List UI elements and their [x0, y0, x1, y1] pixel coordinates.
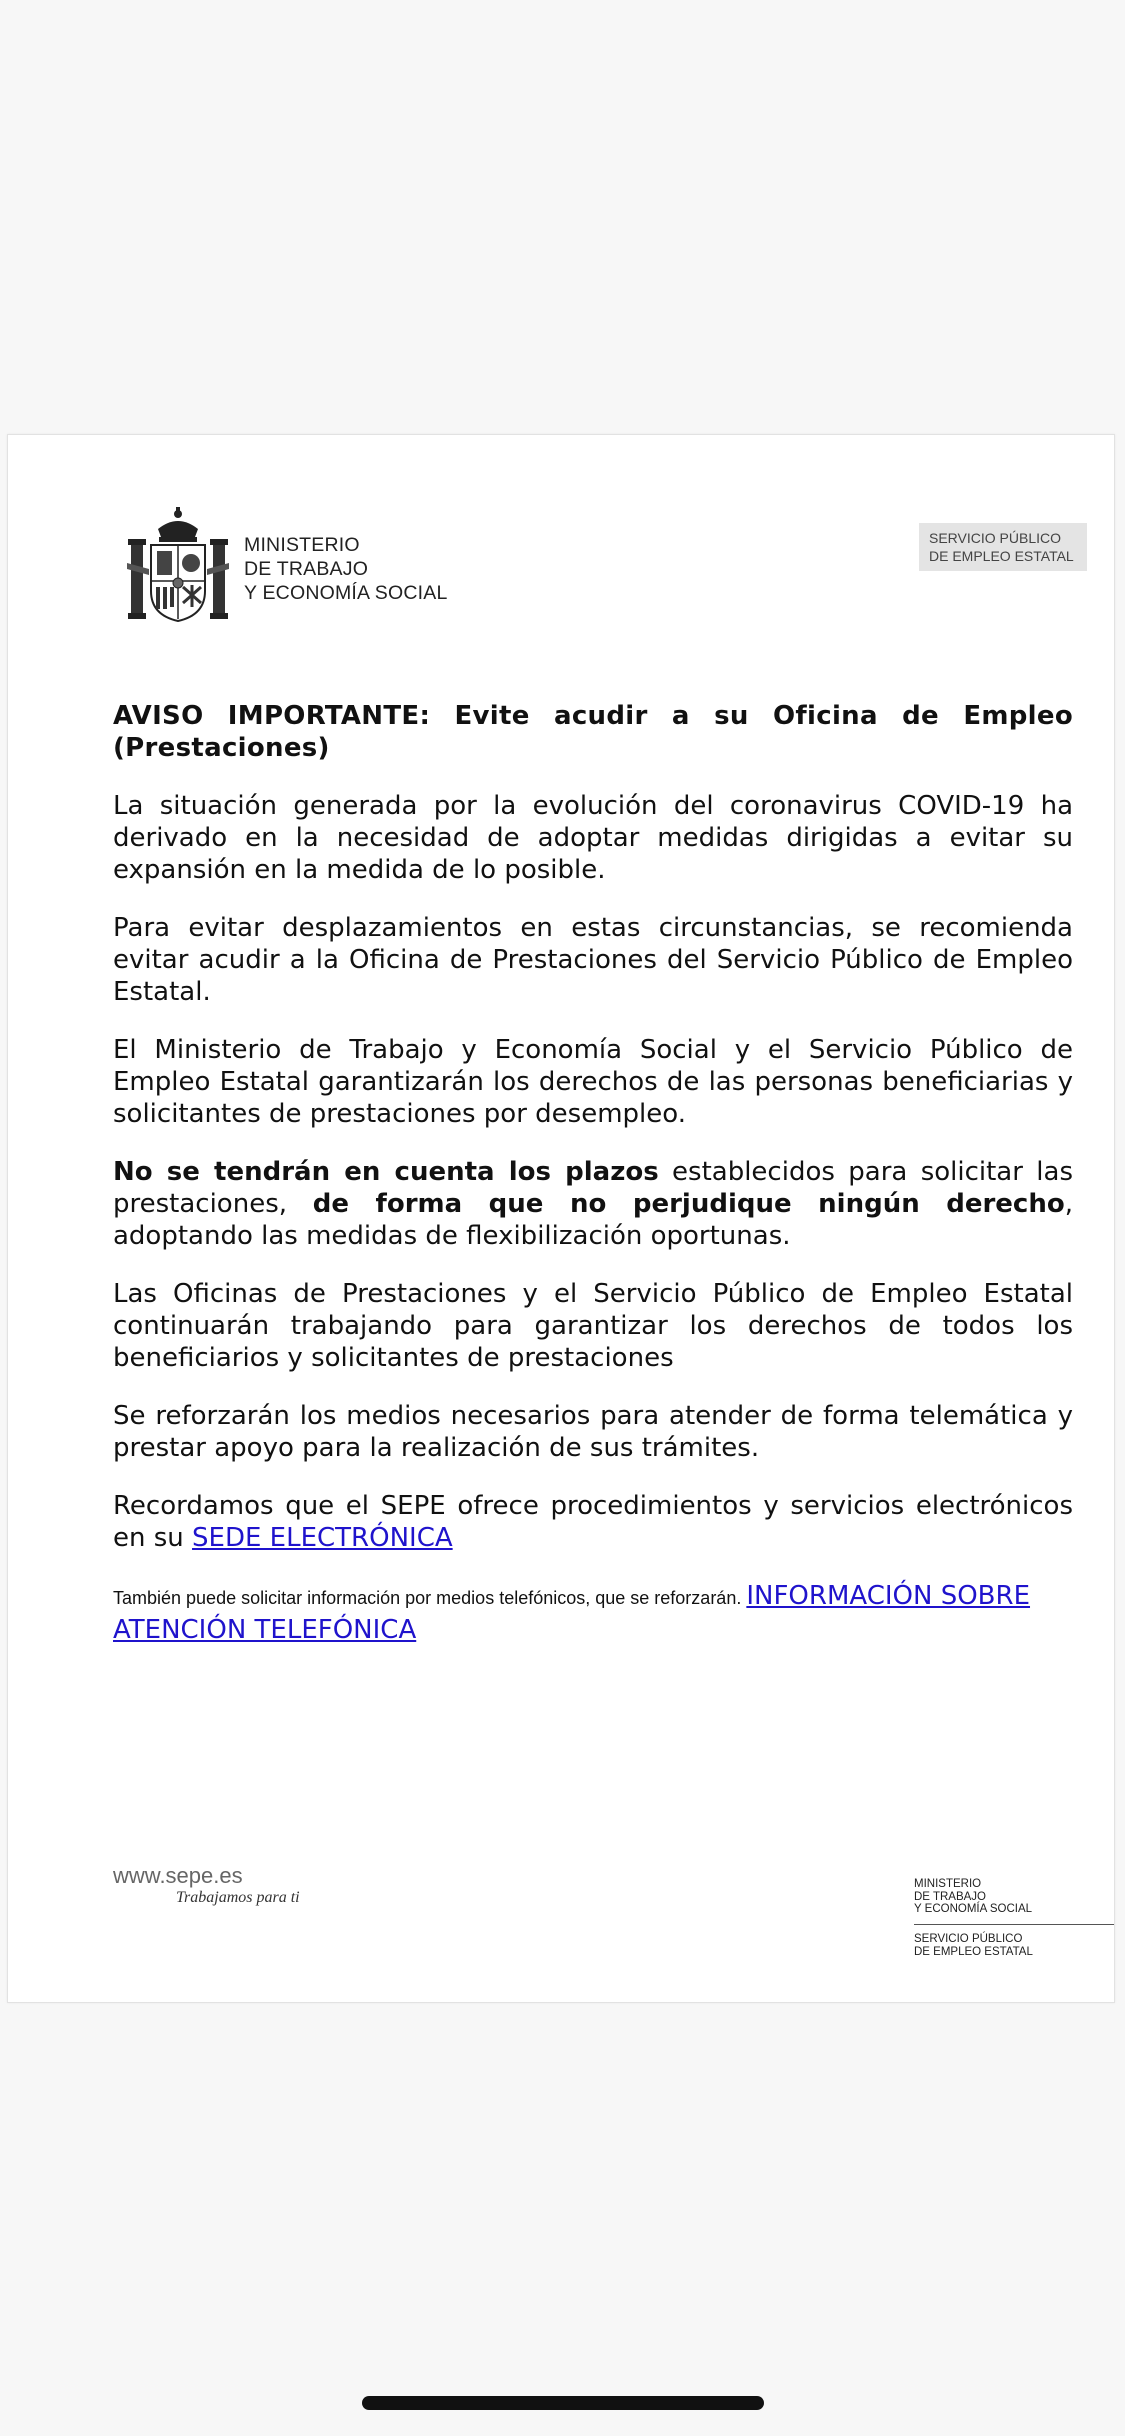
notice-content [113, 700, 1073, 1674]
paragraph-situation: La situación generada por la evolución del coronavirus COVID-19 ha derivado en la necesidad de adoptar medidas dirigidas a evitar su expansión en la medida de lo posible. [113, 791, 1073, 885]
home-indicator[interactable] [362, 2396, 764, 2410]
footer-website: www.sepe.es [113, 1863, 243, 1888]
paragraph-telematic-support: Se reforzarán los medios necesarios para atender de forma telemática y prestar apoyo para la realización de sus trámites. [113, 1401, 1073, 1463]
phone-info-text: También puede solicitar información por medios telefónicos, que se reforzarán. [113, 1588, 747, 1608]
footer-motto: Trabajamos para ti [176, 1889, 300, 1906]
electronic-services-text: Recordamos que el SEPE ofrece procedimientos y servicios electrónicos en su [113, 1491, 1073, 1553]
notice-title: AVISO IMPORTANTE: Evite acudir a su Oficina de Empleo (Prestaciones) [113, 701, 1073, 763]
deadlines-bold-text: No se tendrán en cuenta los plazos [113, 1157, 659, 1187]
footer-ministry-label: MINISTERIO DE TRABAJO Y ECONOMÍA SOCIAL [914, 1878, 1033, 1915]
flexibility-text: , adoptando las medidas de flexibilización oportunas. [113, 1189, 1073, 1251]
spain-coat-of-arms-icon [123, 507, 233, 625]
paragraph-rights-guaranteed: El Ministerio de Trabajo y Economía Social y el Servicio Público de Empleo Estatal garantizarán los derechos de las personas beneficiarias y solicitantes de prestaciones por desempleo. [113, 1035, 1073, 1129]
sepe-header-badge: SERVICIO PÚBLICO DE EMPLEO ESTATAL [919, 523, 1087, 571]
paragraph-offices-continue: Las Oficinas de Prestaciones y el Servicio Público de Empleo Estatal continuarán trabajando para garantizar los derechos de todos los beneficiarios y solicitantes de prestaciones [113, 1279, 1073, 1373]
paragraph-electronic-services [113, 1490, 1073, 1554]
footer-divider [914, 1924, 1114, 1925]
footer-sepe-label: SERVICIO PÚBLICO DE EMPLEO ESTATAL [914, 1933, 1033, 1958]
paragraph-avoid-travel: Para evitar desplazamientos en estas circunstancias, se recomienda evitar acudir a la Oficina de Prestaciones del Servicio Público de Empleo Estatal. [113, 913, 1073, 1007]
paragraph-deadlines [113, 1156, 1073, 1252]
deadlines-text: establecidos para solicitar las prestaciones, [113, 1157, 1073, 1219]
no-harm-bold-text: de forma que no perjudique ningún derecho [312, 1189, 1065, 1219]
paragraph-phone-info [113, 1580, 1073, 1648]
ministry-header-label: MINISTERIO DE TRABAJO Y ECONOMÍA SOCIAL [244, 534, 448, 604]
sede-electronica-link[interactable]: SEDE ELECTRÓNICA [192, 1523, 453, 1553]
document-page [7, 434, 1115, 2003]
phone-attention-info-link[interactable]: INFORMACIÓN SOBRE ATENCIÓN TELEFÓNICA [113, 1581, 1031, 1645]
